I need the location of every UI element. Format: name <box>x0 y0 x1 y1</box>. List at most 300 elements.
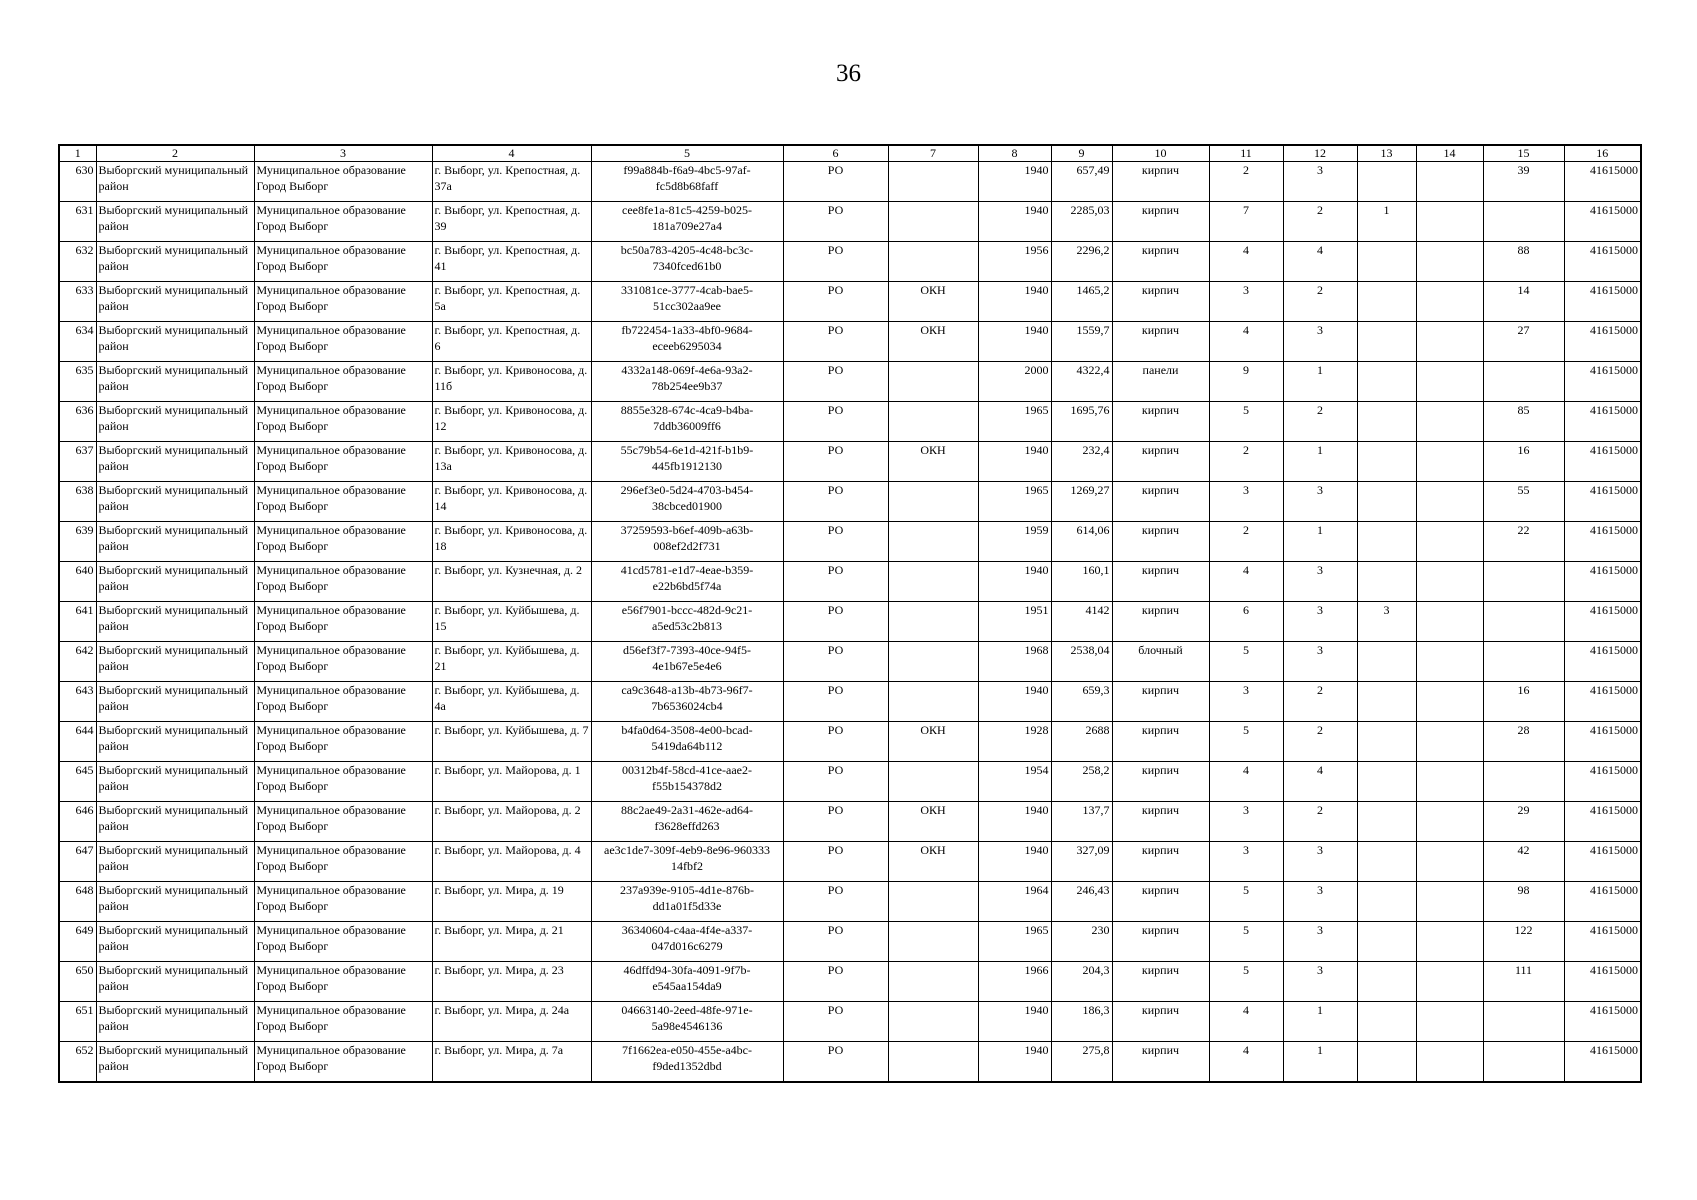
heritage-cell <box>888 1002 978 1042</box>
row-number: 630 <box>59 162 96 202</box>
column-number-15: 15 <box>1483 145 1564 162</box>
wall-material-cell: кирпич <box>1112 242 1209 282</box>
okato-cell: 41615000 <box>1564 362 1641 402</box>
column-13-cell: 3 <box>1357 602 1416 642</box>
floors-cell: 4 <box>1209 762 1283 802</box>
address-cell: г. Выборг, ул. Мира, д. 19 <box>432 882 591 922</box>
wall-material-cell: кирпич <box>1112 162 1209 202</box>
wall-material-cell: кирпич <box>1112 802 1209 842</box>
wall-material-cell: кирпич <box>1112 842 1209 882</box>
table-row <box>59 762 1641 802</box>
table-row <box>59 922 1641 962</box>
column-14-cell <box>1416 1002 1483 1042</box>
floors-cell: 6 <box>1209 602 1283 642</box>
guid-cell: 331081ce-3777-4cab-bae5-51cc302aa9ee <box>591 282 783 322</box>
address-cell: г. Выборг, ул. Куйбышева, д. 21 <box>432 642 591 682</box>
entrances-cell: 3 <box>1283 602 1357 642</box>
municipality-cell: Муниципальное образование Город Выборг <box>254 882 432 922</box>
entrances-cell: 3 <box>1283 562 1357 602</box>
floors-cell: 4 <box>1209 242 1283 282</box>
column-13-cell <box>1357 562 1416 602</box>
district-cell: Выборгский муниципальный район <box>96 1002 254 1042</box>
wall-material-cell: кирпич <box>1112 882 1209 922</box>
table-row <box>59 562 1641 602</box>
okato-cell: 41615000 <box>1564 282 1641 322</box>
column-14-cell <box>1416 282 1483 322</box>
address-cell: г. Выборг, ул. Куйбышева, д. 7 <box>432 722 591 762</box>
entrances-cell: 2 <box>1283 682 1357 722</box>
municipality-cell: Муниципальное образование Город Выборг <box>254 682 432 722</box>
column-13-cell <box>1357 322 1416 362</box>
guid-cell: 04663140-2eed-48fe-971e-5a98e4546136 <box>591 1002 783 1042</box>
column-13-cell <box>1357 842 1416 882</box>
floors-cell: 5 <box>1209 722 1283 762</box>
area-cell: 232,4 <box>1051 442 1112 482</box>
municipality-cell: Муниципальное образование Город Выборг <box>254 402 432 442</box>
column-13-cell <box>1357 882 1416 922</box>
column-number-8: 8 <box>978 145 1051 162</box>
column-number-16: 16 <box>1564 145 1641 162</box>
guid-cell: 4332a148-069f-4e6a-93a2-78b254ee9b37 <box>591 362 783 402</box>
floors-cell: 3 <box>1209 282 1283 322</box>
floors-cell: 2 <box>1209 522 1283 562</box>
heritage-cell <box>888 962 978 1002</box>
heritage-cell <box>888 522 978 562</box>
ownership-cell: РО <box>783 482 888 522</box>
address-cell: г. Выборг, ул. Мира, д. 7а <box>432 1042 591 1082</box>
row-number: 633 <box>59 282 96 322</box>
wall-material-cell: кирпич <box>1112 962 1209 1002</box>
address-cell: г. Выборг, ул. Крепостная, д. 5а <box>432 282 591 322</box>
column-13-cell <box>1357 1042 1416 1082</box>
municipality-cell: Муниципальное образование Город Выборг <box>254 1002 432 1042</box>
heritage-cell <box>888 642 978 682</box>
year-cell: 1965 <box>978 482 1051 522</box>
address-cell: г. Выборг, ул. Мира, д. 23 <box>432 962 591 1002</box>
row-number: 639 <box>59 522 96 562</box>
district-cell: Выборгский муниципальный район <box>96 882 254 922</box>
column-14-cell <box>1416 162 1483 202</box>
okato-cell: 41615000 <box>1564 442 1641 482</box>
year-cell: 1940 <box>978 322 1051 362</box>
district-cell: Выборгский муниципальный район <box>96 642 254 682</box>
page-number: 36 <box>836 60 861 87</box>
wall-material-cell: кирпич <box>1112 1042 1209 1082</box>
area-cell: 2285,03 <box>1051 202 1112 242</box>
column-15-cell: 28 <box>1483 722 1564 762</box>
year-cell: 1940 <box>978 1042 1051 1082</box>
wall-material-cell: кирпич <box>1112 1002 1209 1042</box>
entrances-cell: 3 <box>1283 482 1357 522</box>
heritage-cell: ОКН <box>888 842 978 882</box>
okato-cell: 41615000 <box>1564 682 1641 722</box>
column-number-14: 14 <box>1416 145 1483 162</box>
column-13-cell <box>1357 442 1416 482</box>
municipality-cell: Муниципальное образование Город Выборг <box>254 602 432 642</box>
okato-cell: 41615000 <box>1564 322 1641 362</box>
okato-cell: 41615000 <box>1564 762 1641 802</box>
table-row <box>59 402 1641 442</box>
row-number: 636 <box>59 402 96 442</box>
table-row <box>59 482 1641 522</box>
guid-cell: 37259593-b6ef-409b-a63b-008ef2d2f731 <box>591 522 783 562</box>
address-cell: г. Выборг, ул. Кривоносова, д. 18 <box>432 522 591 562</box>
floors-cell: 3 <box>1209 482 1283 522</box>
guid-cell: 36340604-c4aa-4f4e-a337-047d016c6279 <box>591 922 783 962</box>
table-row <box>59 962 1641 1002</box>
heritage-cell: ОКН <box>888 442 978 482</box>
entrances-cell: 1 <box>1283 522 1357 562</box>
ownership-cell: РО <box>783 522 888 562</box>
municipality-cell: Муниципальное образование Город Выборг <box>254 162 432 202</box>
area-cell: 186,3 <box>1051 1002 1112 1042</box>
ownership-cell: РО <box>783 602 888 642</box>
year-cell: 1965 <box>978 922 1051 962</box>
okato-cell: 41615000 <box>1564 202 1641 242</box>
area-cell: 258,2 <box>1051 762 1112 802</box>
table-row <box>59 242 1641 282</box>
address-cell: г. Выборг, ул. Кривоносова, д. 11б <box>432 362 591 402</box>
address-cell: г. Выборг, ул. Крепостная, д. 39 <box>432 202 591 242</box>
row-number: 644 <box>59 722 96 762</box>
district-cell: Выборгский муниципальный район <box>96 842 254 882</box>
ownership-cell: РО <box>783 962 888 1002</box>
ownership-cell: РО <box>783 642 888 682</box>
district-cell: Выборгский муниципальный район <box>96 442 254 482</box>
column-14-cell <box>1416 962 1483 1002</box>
entrances-cell: 4 <box>1283 762 1357 802</box>
ownership-cell: РО <box>783 202 888 242</box>
area-cell: 657,49 <box>1051 162 1112 202</box>
heritage-cell <box>888 1042 978 1082</box>
year-cell: 1940 <box>978 202 1051 242</box>
address-cell: г. Выборг, ул. Крепостная, д. 41 <box>432 242 591 282</box>
column-number-4: 4 <box>432 145 591 162</box>
area-cell: 1465,2 <box>1051 282 1112 322</box>
okato-cell: 41615000 <box>1564 642 1641 682</box>
wall-material-cell: кирпич <box>1112 402 1209 442</box>
column-number-1: 1 <box>59 145 96 162</box>
heritage-cell <box>888 482 978 522</box>
column-15-cell <box>1483 642 1564 682</box>
column-15-cell <box>1483 202 1564 242</box>
municipality-cell: Муниципальное образование Город Выборг <box>254 202 432 242</box>
column-15-cell <box>1483 602 1564 642</box>
floors-cell: 4 <box>1209 322 1283 362</box>
municipality-cell: Муниципальное образование Город Выборг <box>254 522 432 562</box>
guid-cell: 00312b4f-58cd-41ce-aae2-f55b154378d2 <box>591 762 783 802</box>
wall-material-cell: панели <box>1112 362 1209 402</box>
column-15-cell: 85 <box>1483 402 1564 442</box>
column-14-cell <box>1416 722 1483 762</box>
table-row <box>59 1042 1641 1082</box>
district-cell: Выборгский муниципальный район <box>96 482 254 522</box>
okato-cell: 41615000 <box>1564 242 1641 282</box>
heritage-cell <box>888 362 978 402</box>
column-number-12: 12 <box>1283 145 1357 162</box>
floors-cell: 4 <box>1209 562 1283 602</box>
table-body <box>59 162 1641 1082</box>
guid-cell: ae3c1de7-309f-4eb9-8e96-960333 14fbf2 <box>591 842 783 882</box>
address-cell: г. Выборг, ул. Мира, д. 24а <box>432 1002 591 1042</box>
floors-cell: 3 <box>1209 682 1283 722</box>
wall-material-cell: кирпич <box>1112 602 1209 642</box>
floors-cell: 5 <box>1209 882 1283 922</box>
area-cell: 246,43 <box>1051 882 1112 922</box>
entrances-cell: 3 <box>1283 322 1357 362</box>
entrances-cell: 4 <box>1283 242 1357 282</box>
entrances-cell: 3 <box>1283 842 1357 882</box>
ownership-cell: РО <box>783 562 888 602</box>
heritage-cell <box>888 162 978 202</box>
guid-cell: 88c2ae49-2a31-462e-ad64-f3628effd263 <box>591 802 783 842</box>
column-13-cell <box>1357 242 1416 282</box>
floors-cell: 5 <box>1209 922 1283 962</box>
row-number: 651 <box>59 1002 96 1042</box>
municipality-cell: Муниципальное образование Город Выборг <box>254 642 432 682</box>
guid-cell: 296ef3e0-5d24-4703-b454-38cbced01900 <box>591 482 783 522</box>
floors-cell: 5 <box>1209 642 1283 682</box>
column-number-6: 6 <box>783 145 888 162</box>
entrances-cell: 2 <box>1283 282 1357 322</box>
address-cell: г. Выборг, ул. Куйбышева, д. 15 <box>432 602 591 642</box>
district-cell: Выборгский муниципальный район <box>96 282 254 322</box>
column-14-cell <box>1416 922 1483 962</box>
address-cell: г. Выборг, ул. Кривоносова, д. 13а <box>432 442 591 482</box>
municipality-cell: Муниципальное образование Город Выборг <box>254 842 432 882</box>
row-number: 646 <box>59 802 96 842</box>
column-14-cell <box>1416 522 1483 562</box>
entrances-cell: 3 <box>1283 882 1357 922</box>
column-15-cell: 39 <box>1483 162 1564 202</box>
district-cell: Выборгский муниципальный район <box>96 162 254 202</box>
column-13-cell <box>1357 682 1416 722</box>
district-cell: Выборгский муниципальный район <box>96 682 254 722</box>
ownership-cell: РО <box>783 282 888 322</box>
heritage-cell <box>888 762 978 802</box>
column-13-cell <box>1357 642 1416 682</box>
ownership-cell: РО <box>783 762 888 802</box>
district-cell: Выборгский муниципальный район <box>96 322 254 362</box>
column-13-cell <box>1357 722 1416 762</box>
column-number-row <box>59 145 1641 162</box>
wall-material-cell: кирпич <box>1112 562 1209 602</box>
table-row <box>59 282 1641 322</box>
row-number: 634 <box>59 322 96 362</box>
year-cell: 2000 <box>978 362 1051 402</box>
area-cell: 659,3 <box>1051 682 1112 722</box>
row-number: 647 <box>59 842 96 882</box>
okato-cell: 41615000 <box>1564 922 1641 962</box>
table-row <box>59 682 1641 722</box>
heritage-cell <box>888 202 978 242</box>
guid-cell: 8855e328-674c-4ca9-b4ba-7ddb36009ff6 <box>591 402 783 442</box>
column-number-7: 7 <box>888 145 978 162</box>
column-15-cell: 122 <box>1483 922 1564 962</box>
column-15-cell <box>1483 562 1564 602</box>
column-14-cell <box>1416 842 1483 882</box>
municipality-cell: Муниципальное образование Город Выборг <box>254 922 432 962</box>
area-cell: 160,1 <box>1051 562 1112 602</box>
ownership-cell: РО <box>783 242 888 282</box>
address-cell: г. Выборг, ул. Кузнечная, д. 2 <box>432 562 591 602</box>
ownership-cell: РО <box>783 442 888 482</box>
ownership-cell: РО <box>783 802 888 842</box>
table-row <box>59 1002 1641 1042</box>
address-cell: г. Выборг, ул. Майорова, д. 1 <box>432 762 591 802</box>
year-cell: 1940 <box>978 282 1051 322</box>
okato-cell: 41615000 <box>1564 602 1641 642</box>
entrances-cell: 1 <box>1283 362 1357 402</box>
column-15-cell: 27 <box>1483 322 1564 362</box>
column-number-11: 11 <box>1209 145 1283 162</box>
column-14-cell <box>1416 762 1483 802</box>
year-cell: 1968 <box>978 642 1051 682</box>
entrances-cell: 1 <box>1283 1042 1357 1082</box>
year-cell: 1954 <box>978 762 1051 802</box>
guid-cell: bc50a783-4205-4c48-bc3c-7340fced61b0 <box>591 242 783 282</box>
column-15-cell <box>1483 1002 1564 1042</box>
municipality-cell: Муниципальное образование Город Выборг <box>254 1042 432 1082</box>
guid-cell: 55c79b54-6e1d-421f-b1b9-445fb1912130 <box>591 442 783 482</box>
year-cell: 1940 <box>978 442 1051 482</box>
year-cell: 1965 <box>978 402 1051 442</box>
wall-material-cell: кирпич <box>1112 682 1209 722</box>
guid-cell: 46dffd94-30fa-4091-9f7b-e545aa154da9 <box>591 962 783 1002</box>
okato-cell: 41615000 <box>1564 1002 1641 1042</box>
column-13-cell <box>1357 482 1416 522</box>
column-number-5: 5 <box>591 145 783 162</box>
year-cell: 1940 <box>978 842 1051 882</box>
column-14-cell <box>1416 202 1483 242</box>
heritage-cell: ОКН <box>888 802 978 842</box>
column-15-cell: 55 <box>1483 482 1564 522</box>
column-13-cell <box>1357 922 1416 962</box>
column-13-cell <box>1357 362 1416 402</box>
entrances-cell: 3 <box>1283 962 1357 1002</box>
district-cell: Выборгский муниципальный район <box>96 802 254 842</box>
guid-cell: 7f1662ea-e050-455e-a4bc-f9ded1352dbd <box>591 1042 783 1082</box>
municipality-cell: Муниципальное образование Город Выборг <box>254 482 432 522</box>
municipality-cell: Муниципальное образование Город Выборг <box>254 722 432 762</box>
entrances-cell: 2 <box>1283 202 1357 242</box>
row-number: 640 <box>59 562 96 602</box>
floors-cell: 9 <box>1209 362 1283 402</box>
area-cell: 2296,2 <box>1051 242 1112 282</box>
row-number: 650 <box>59 962 96 1002</box>
column-15-cell <box>1483 362 1564 402</box>
district-cell: Выборгский муниципальный район <box>96 202 254 242</box>
municipality-cell: Муниципальное образование Город Выборг <box>254 322 432 362</box>
column-number-9: 9 <box>1051 145 1112 162</box>
year-cell: 1940 <box>978 562 1051 602</box>
wall-material-cell: кирпич <box>1112 202 1209 242</box>
entrances-cell: 2 <box>1283 722 1357 762</box>
heritage-cell: ОКН <box>888 722 978 762</box>
area-cell: 230 <box>1051 922 1112 962</box>
floors-cell: 7 <box>1209 202 1283 242</box>
district-cell: Выборгский муниципальный район <box>96 962 254 1002</box>
table-row <box>59 362 1641 402</box>
guid-cell: e56f7901-bccc-482d-9c21-a5ed53c2b813 <box>591 602 783 642</box>
address-cell: г. Выборг, ул. Мира, д. 21 <box>432 922 591 962</box>
year-cell: 1966 <box>978 962 1051 1002</box>
table-row <box>59 162 1641 202</box>
guid-cell: fb722454-1a33-4bf0-9684-eceeb6295034 <box>591 322 783 362</box>
column-15-cell: 29 <box>1483 802 1564 842</box>
entrances-cell: 2 <box>1283 402 1357 442</box>
column-14-cell <box>1416 442 1483 482</box>
column-13-cell <box>1357 522 1416 562</box>
column-number-10: 10 <box>1112 145 1209 162</box>
guid-cell: ca9c3648-a13b-4b73-96f7-7b6536024cb4 <box>591 682 783 722</box>
year-cell: 1940 <box>978 1002 1051 1042</box>
address-cell: г. Выборг, ул. Крепостная, д. 6 <box>432 322 591 362</box>
okato-cell: 41615000 <box>1564 562 1641 602</box>
wall-material-cell: кирпич <box>1112 442 1209 482</box>
municipality-cell: Муниципальное образование Город Выборг <box>254 762 432 802</box>
column-15-cell: 42 <box>1483 842 1564 882</box>
area-cell: 275,8 <box>1051 1042 1112 1082</box>
row-number: 642 <box>59 642 96 682</box>
area-cell: 1695,76 <box>1051 402 1112 442</box>
municipality-cell: Муниципальное образование Город Выборг <box>254 362 432 402</box>
floors-cell: 2 <box>1209 442 1283 482</box>
ownership-cell: РО <box>783 162 888 202</box>
address-cell: г. Выборг, ул. Крепостная, д. 37а <box>432 162 591 202</box>
wall-material-cell: кирпич <box>1112 922 1209 962</box>
column-15-cell: 16 <box>1483 682 1564 722</box>
ownership-cell: РО <box>783 882 888 922</box>
row-number: 643 <box>59 682 96 722</box>
municipality-cell: Муниципальное образование Город Выборг <box>254 282 432 322</box>
row-number: 641 <box>59 602 96 642</box>
row-number: 632 <box>59 242 96 282</box>
housing-register-table <box>58 144 1642 1083</box>
district-cell: Выборгский муниципальный район <box>96 522 254 562</box>
district-cell: Выборгский муниципальный район <box>96 762 254 802</box>
row-number: 645 <box>59 762 96 802</box>
column-14-cell <box>1416 402 1483 442</box>
okato-cell: 41615000 <box>1564 962 1641 1002</box>
column-14-cell <box>1416 682 1483 722</box>
table-row <box>59 442 1641 482</box>
heritage-cell <box>888 242 978 282</box>
year-cell: 1928 <box>978 722 1051 762</box>
column-14-cell <box>1416 602 1483 642</box>
column-13-cell: 1 <box>1357 202 1416 242</box>
entrances-cell: 1 <box>1283 1002 1357 1042</box>
area-cell: 137,7 <box>1051 802 1112 842</box>
column-15-cell: 98 <box>1483 882 1564 922</box>
column-15-cell <box>1483 762 1564 802</box>
row-number: 652 <box>59 1042 96 1082</box>
column-13-cell <box>1357 402 1416 442</box>
entrances-cell: 3 <box>1283 642 1357 682</box>
wall-material-cell: кирпич <box>1112 282 1209 322</box>
guid-cell: f99a884b-f6a9-4bc5-97af-fc5d8b68faff <box>591 162 783 202</box>
row-number: 631 <box>59 202 96 242</box>
ownership-cell: РО <box>783 1002 888 1042</box>
column-15-cell <box>1483 1042 1564 1082</box>
ownership-cell: РО <box>783 322 888 362</box>
area-cell: 204,3 <box>1051 962 1112 1002</box>
municipality-cell: Муниципальное образование Город Выборг <box>254 562 432 602</box>
column-14-cell <box>1416 362 1483 402</box>
row-number: 637 <box>59 442 96 482</box>
heritage-cell <box>888 602 978 642</box>
year-cell: 1951 <box>978 602 1051 642</box>
